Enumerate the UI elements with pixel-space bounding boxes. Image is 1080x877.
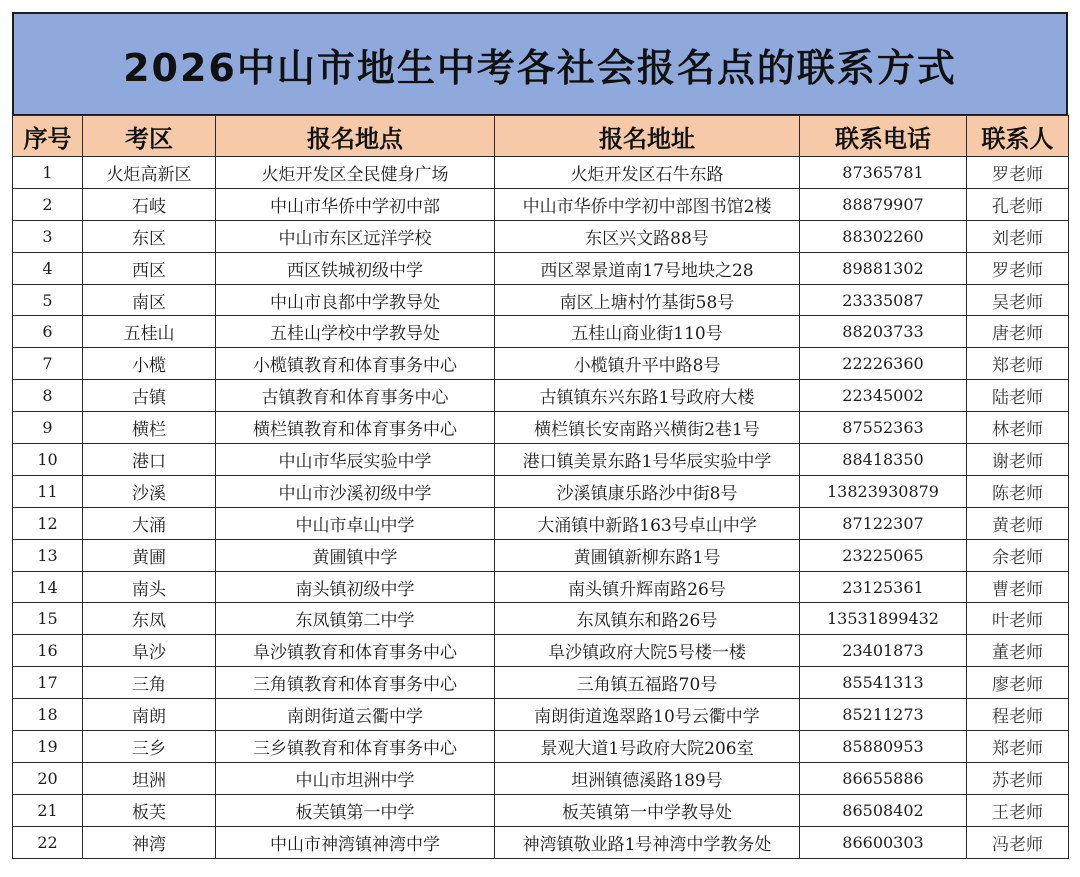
cell-location: 小榄镇教育和体育事务中心 (216, 348, 495, 380)
cell-location: 三乡镇教育和体育事务中心 (216, 731, 495, 763)
cell-location: 中山市华辰实验中学 (216, 444, 495, 476)
cell-phone: 88302260 (800, 220, 967, 252)
header-index: 序号 (13, 116, 83, 157)
table-row (13, 284, 1069, 316)
cell-index: 10 (13, 444, 83, 476)
cell-contact: 郑老师 (967, 731, 1069, 763)
cell-address: 港口镇美景东路1号华辰实验中学 (495, 444, 800, 476)
header-location: 报名地点 (216, 116, 495, 157)
cell-location: 横栏镇教育和体育事务中心 (216, 412, 495, 444)
cell-index: 20 (13, 762, 83, 794)
cell-index: 9 (13, 412, 83, 444)
cell-location: 中山市神湾镇神湾中学 (216, 826, 495, 858)
cell-district: 南区 (83, 284, 216, 316)
contact-table (12, 115, 1069, 859)
cell-address: 景观大道1号政府大院206室 (495, 731, 800, 763)
cell-location: 中山市卓山中学 (216, 507, 495, 539)
cell-district: 石岐 (83, 188, 216, 220)
cell-phone: 13823930879 (800, 475, 967, 507)
cell-location: 古镇教育和体育事务中心 (216, 380, 495, 412)
cell-location: 南头镇初级中学 (216, 571, 495, 603)
cell-phone: 85211273 (800, 699, 967, 731)
table-row (13, 188, 1069, 220)
cell-index: 2 (13, 188, 83, 220)
cell-contact: 刘老师 (967, 220, 1069, 252)
cell-phone: 88879907 (800, 188, 967, 220)
cell-district: 板芙 (83, 794, 216, 826)
cell-phone: 88418350 (800, 444, 967, 476)
cell-contact: 苏老师 (967, 762, 1069, 794)
cell-district: 三角 (83, 667, 216, 699)
cell-address: 古镇镇东兴东路1号政府大楼 (495, 380, 800, 412)
table-row (13, 539, 1069, 571)
cell-address: 南朗街道逸翠路10号云衢中学 (495, 699, 800, 731)
header-phone: 联系电话 (800, 116, 967, 157)
cell-index: 19 (13, 731, 83, 763)
cell-phone: 23125361 (800, 571, 967, 603)
cell-contact: 曹老师 (967, 571, 1069, 603)
cell-phone: 23335087 (800, 284, 967, 316)
cell-contact: 王老师 (967, 794, 1069, 826)
cell-district: 古镇 (83, 380, 216, 412)
cell-address: 南头镇升辉南路26号 (495, 571, 800, 603)
cell-district: 大涌 (83, 507, 216, 539)
cell-index: 16 (13, 635, 83, 667)
header-address: 报名地址 (495, 116, 800, 157)
cell-location: 西区铁城初级中学 (216, 252, 495, 284)
cell-address: 神湾镇敬业路1号神湾中学教务处 (495, 826, 800, 858)
cell-index: 18 (13, 699, 83, 731)
cell-phone: 87365781 (800, 157, 967, 189)
table-row (13, 699, 1069, 731)
cell-district: 五桂山 (83, 316, 216, 348)
cell-contact: 黄老师 (967, 507, 1069, 539)
cell-contact: 余老师 (967, 539, 1069, 571)
cell-address: 阜沙镇政府大院5号楼一楼 (495, 635, 800, 667)
header-contact: 联系人 (967, 116, 1069, 157)
cell-address: 西区翠景道南17号地块之28 (495, 252, 800, 284)
cell-phone: 86600303 (800, 826, 967, 858)
cell-location: 中山市坦洲中学 (216, 762, 495, 794)
cell-district: 阜沙 (83, 635, 216, 667)
header-row (13, 116, 1069, 157)
cell-district: 横栏 (83, 412, 216, 444)
contact-sheet (12, 12, 1068, 859)
cell-phone: 22226360 (800, 348, 967, 380)
cell-location: 黄圃镇中学 (216, 539, 495, 571)
table-row (13, 571, 1069, 603)
cell-district: 西区 (83, 252, 216, 284)
cell-contact: 郑老师 (967, 348, 1069, 380)
cell-contact: 孔老师 (967, 188, 1069, 220)
cell-address: 坦洲镇德溪路189号 (495, 762, 800, 794)
cell-phone: 87122307 (800, 507, 967, 539)
table-row (13, 731, 1069, 763)
cell-location: 中山市华侨中学初中部 (216, 188, 495, 220)
cell-phone: 85541313 (800, 667, 967, 699)
cell-address: 板芙镇第一中学教导处 (495, 794, 800, 826)
cell-address: 沙溪镇康乐路沙中街8号 (495, 475, 800, 507)
table-row (13, 603, 1069, 635)
cell-location: 东凤镇第二中学 (216, 603, 495, 635)
cell-contact: 谢老师 (967, 444, 1069, 476)
cell-index: 21 (13, 794, 83, 826)
cell-address: 东凤镇东和路26号 (495, 603, 800, 635)
table-body (13, 157, 1069, 859)
cell-location: 阜沙镇教育和体育事务中心 (216, 635, 495, 667)
cell-contact: 唐老师 (967, 316, 1069, 348)
cell-address: 南区上塘村竹基街58号 (495, 284, 800, 316)
cell-location: 三角镇教育和体育事务中心 (216, 667, 495, 699)
table-row (13, 826, 1069, 858)
cell-location: 南朗街道云衢中学 (216, 699, 495, 731)
cell-phone: 23401873 (800, 635, 967, 667)
cell-location: 板芙镇第一中学 (216, 794, 495, 826)
page-title: 2026中山市地生中考各社会报名点的联系方式 (123, 45, 957, 90)
cell-location: 中山市沙溪初级中学 (216, 475, 495, 507)
cell-phone: 13531899432 (800, 603, 967, 635)
cell-contact: 廖老师 (967, 667, 1069, 699)
cell-phone: 87552363 (800, 412, 967, 444)
cell-index: 14 (13, 571, 83, 603)
cell-address: 小榄镇升平中路8号 (495, 348, 800, 380)
table-row (13, 794, 1069, 826)
cell-district: 神湾 (83, 826, 216, 858)
header-district: 考区 (83, 116, 216, 157)
cell-index: 15 (13, 603, 83, 635)
cell-phone: 23225065 (800, 539, 967, 571)
cell-contact: 程老师 (967, 699, 1069, 731)
table-row (13, 635, 1069, 667)
cell-index: 3 (13, 220, 83, 252)
cell-phone: 86655886 (800, 762, 967, 794)
cell-contact: 董老师 (967, 635, 1069, 667)
table-row (13, 762, 1069, 794)
cell-address: 黄圃镇新柳东路1号 (495, 539, 800, 571)
cell-address: 火炬开发区石牛东路 (495, 157, 800, 189)
table-row (13, 220, 1069, 252)
cell-index: 1 (13, 157, 83, 189)
table-row (13, 252, 1069, 284)
cell-address: 大涌镇中新路163号卓山中学 (495, 507, 800, 539)
cell-address: 东区兴文路88号 (495, 220, 800, 252)
table-row (13, 667, 1069, 699)
cell-location: 五桂山学校中学教导处 (216, 316, 495, 348)
title-banner (12, 12, 1068, 115)
cell-phone: 22345002 (800, 380, 967, 412)
cell-contact: 冯老师 (967, 826, 1069, 858)
cell-phone: 89881302 (800, 252, 967, 284)
table-row (13, 475, 1069, 507)
cell-address: 三角镇五福路70号 (495, 667, 800, 699)
table-row (13, 157, 1069, 189)
cell-district: 南头 (83, 571, 216, 603)
cell-phone: 86508402 (800, 794, 967, 826)
cell-index: 17 (13, 667, 83, 699)
cell-location: 中山市良都中学教导处 (216, 284, 495, 316)
cell-contact: 陆老师 (967, 380, 1069, 412)
cell-district: 火炬高新区 (83, 157, 216, 189)
table-row (13, 316, 1069, 348)
cell-address: 五桂山商业街110号 (495, 316, 800, 348)
cell-index: 11 (13, 475, 83, 507)
cell-district: 南朗 (83, 699, 216, 731)
cell-index: 7 (13, 348, 83, 380)
cell-district: 东凤 (83, 603, 216, 635)
cell-phone: 88203733 (800, 316, 967, 348)
cell-contact: 叶老师 (967, 603, 1069, 635)
cell-phone: 85880953 (800, 731, 967, 763)
table-row (13, 348, 1069, 380)
cell-contact: 陈老师 (967, 475, 1069, 507)
cell-district: 东区 (83, 220, 216, 252)
cell-district: 小榄 (83, 348, 216, 380)
cell-index: 22 (13, 826, 83, 858)
cell-index: 4 (13, 252, 83, 284)
cell-contact: 吴老师 (967, 284, 1069, 316)
cell-district: 黄圃 (83, 539, 216, 571)
table-row (13, 444, 1069, 476)
cell-index: 13 (13, 539, 83, 571)
cell-district: 三乡 (83, 731, 216, 763)
cell-address: 中山市华侨中学初中部图书馆2楼 (495, 188, 800, 220)
table-row (13, 380, 1069, 412)
cell-district: 沙溪 (83, 475, 216, 507)
cell-index: 12 (13, 507, 83, 539)
cell-index: 5 (13, 284, 83, 316)
cell-address: 横栏镇长安南路兴横街2巷1号 (495, 412, 800, 444)
cell-contact: 林老师 (967, 412, 1069, 444)
cell-contact: 罗老师 (967, 252, 1069, 284)
cell-location: 火炬开发区全民健身广场 (216, 157, 495, 189)
cell-district: 港口 (83, 444, 216, 476)
cell-contact: 罗老师 (967, 157, 1069, 189)
cell-index: 8 (13, 380, 83, 412)
table-row (13, 412, 1069, 444)
table-row (13, 507, 1069, 539)
cell-location: 中山市东区远洋学校 (216, 220, 495, 252)
cell-index: 6 (13, 316, 83, 348)
cell-district: 坦洲 (83, 762, 216, 794)
